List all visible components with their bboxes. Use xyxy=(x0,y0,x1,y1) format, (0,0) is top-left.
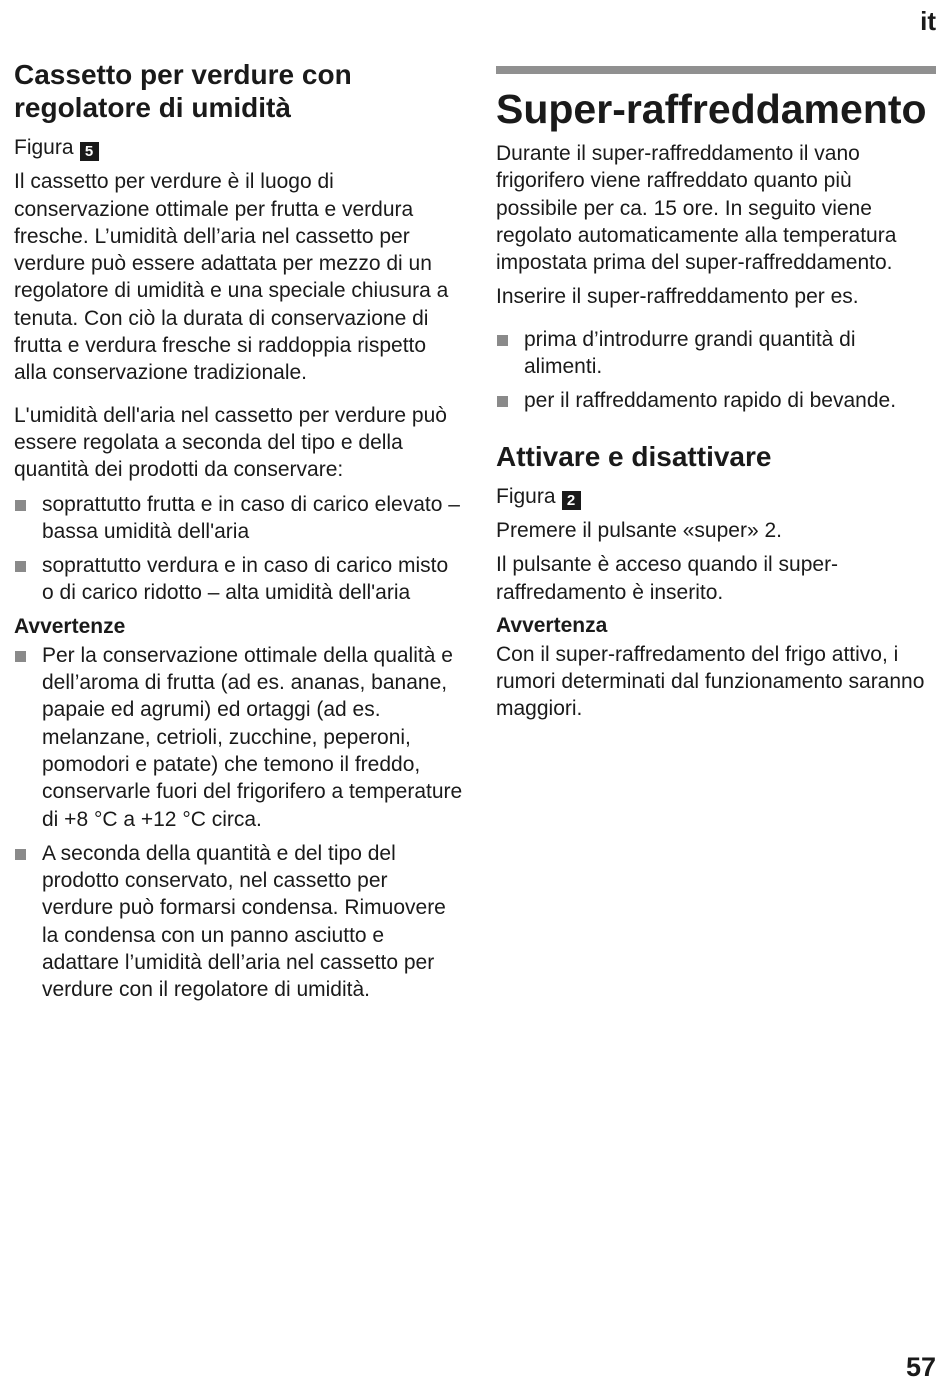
right-column xyxy=(496,66,936,730)
paragraph: Durante il super-raffreddamento il vano frigorifero viene raffreddato quanto più possibile per ca. 15 ore. In seguito viene regolato automaticamente alla temperatura impostata prima del super-raffreddamento. xyxy=(496,142,897,275)
paragraph: Premere il pulsante «super» 2. xyxy=(496,518,782,542)
figure-number-badge: 2 xyxy=(562,491,581,510)
notes-title: Avvertenze xyxy=(14,614,126,638)
note-text: Con il super-raffredamento del frigo attivo, i rumori determinati dal funzionamento saranno maggiori. xyxy=(496,642,925,721)
figure-reference xyxy=(14,134,464,161)
list-item: soprattutto verdura e in caso di carico misto o di carico ridotto – alta umidità dell'aria xyxy=(14,552,464,607)
figure-label: Figura xyxy=(496,484,556,508)
bullet-list xyxy=(14,491,464,607)
list-item: per il raffreddamento rapido di bevande. xyxy=(496,387,936,414)
section-rule xyxy=(496,66,936,74)
bullet-list xyxy=(496,326,936,415)
list-item: Per la conservazione ottimale della qualità e dell’aroma di frutta (ad es. ananas, banane, papaie ed agrumi) ed ortaggi (ad es. melanzane, cetrioli, zucchine, peperoni, pomodori e patate) che temono il freddo, conservarle fuori del frigorifero a temperature di +8 °C a +12 °C circa. xyxy=(14,642,464,833)
list-item: A seconda della quantità e del tipo del prodotto conservato, nel cassetto per verdure può formarsi condensa. Rimuovere la condensa con un panno asciutto e adattare l’umidità dell’aria nel cassetto per verdure con il regolatore di umidità. xyxy=(14,840,464,1004)
figure-label: Figura xyxy=(14,136,74,159)
list-item: soprattutto frutta e in caso di carico elevato – bassa umidità dell'aria xyxy=(14,491,464,546)
figure-number-badge: 5 xyxy=(80,142,99,161)
page-number: 57 xyxy=(905,1352,936,1382)
left-column xyxy=(14,58,464,1011)
section-title-vegetable-drawer: Cassetto per verdure con regolatore di umidità xyxy=(14,59,352,123)
language-tag: it xyxy=(920,6,936,36)
paragraph: Il pulsante è acceso quando il super-raffredamento è inserito. xyxy=(496,553,839,604)
subsection-title-activate: Attivare e disattivare xyxy=(496,440,772,472)
note-title: Avvertenza xyxy=(496,613,608,637)
paragraph: Il cassetto per verdure è il luogo di conservazione ottimale per frutta e verdura fresche. L’umidità dell’aria nel cassetto per verdure può essere adattata per mezzo di un regolatore di umidità e una speciale chiusura a tenuta. Con ciò la durata di conservazione di frutta e verdura fresche si raddoppia rispetto alla conservazione tradizionale. xyxy=(14,170,449,385)
notes-list xyxy=(14,642,464,1004)
paragraph: L'umidità dell'aria nel cassetto per verdure può essere regolata a seconda del tipo e della quantità dei prodotti da conservare: xyxy=(14,403,447,482)
list-item: prima d’introdurre grandi quantità di alimenti. xyxy=(496,326,936,381)
section-title-super-cooling: Super-raffreddamento xyxy=(496,86,927,132)
figure-reference xyxy=(496,483,936,510)
paragraph: Inserire il super-raffreddamento per es. xyxy=(496,285,859,309)
